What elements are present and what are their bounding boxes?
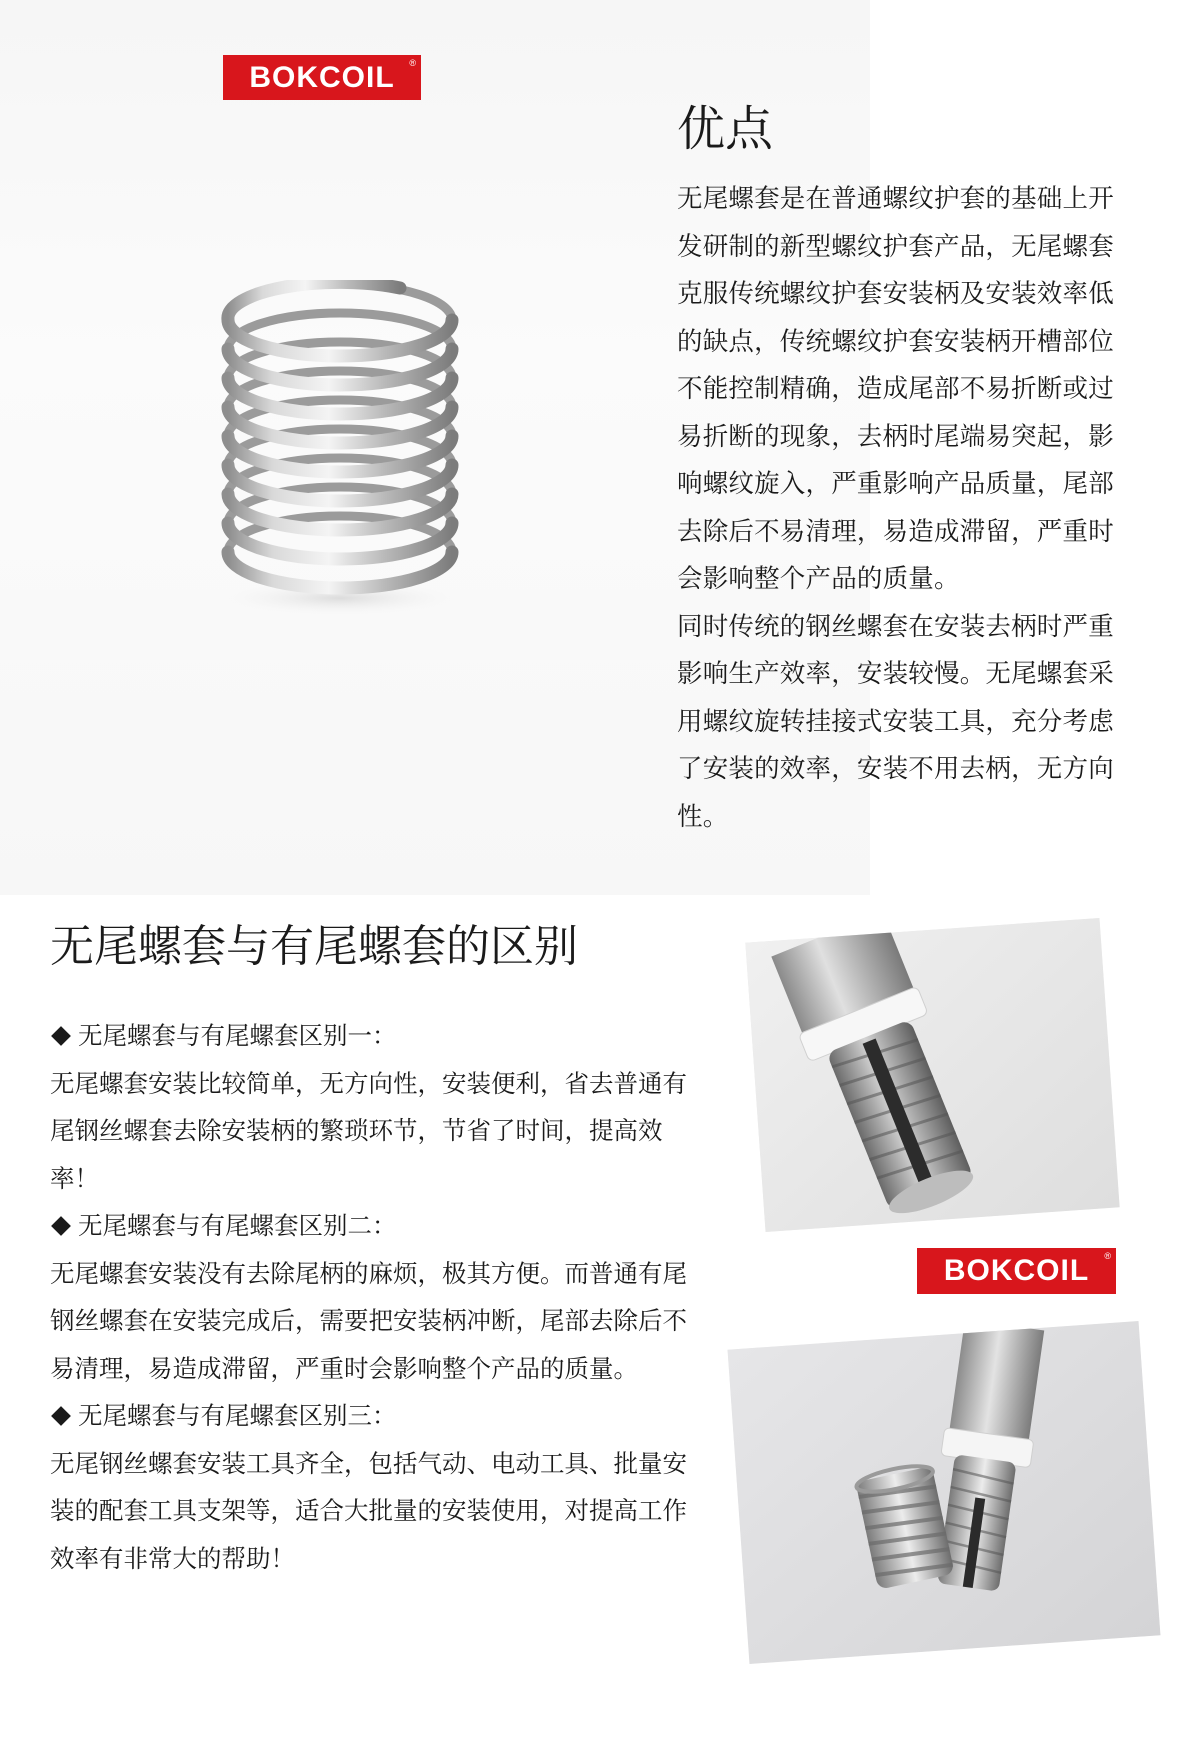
difference-heading-1 [50, 1012, 705, 1060]
difference-text-2: 无尾螺套安装没有去除尾柄的麻烦，极其方便。而普通有尾钢丝螺套在安装完成后，需要把安装柄冲断，尾部去除后不易清理，易造成滞留，严重时会影响整个产品的质量。 [50, 1258, 687, 1383]
differences-title: 无尾螺套与有尾螺套的区别 [50, 921, 578, 972]
difference-text-1: 无尾螺套安装比较简单，无方向性，安装便利，省去普通有尾钢丝螺套去除安装柄的繁琐环节，节省了时间，提高效率！ [50, 1068, 687, 1193]
coil-insert-image [190, 280, 480, 620]
advantages-body [677, 176, 1137, 841]
diamond-bullet-icon [51, 1406, 71, 1426]
diamond-bullet-icon [51, 1026, 71, 1046]
registered-mark: ® [1104, 1251, 1112, 1261]
differences-body [50, 1012, 705, 1582]
advantages-paragraph-2: 同时传统的钢丝螺套在安装去柄时严重影响生产效率，安装较慢。无尾螺套采用螺纹旋转挂接式安装工具，充分考虑了安装的效率，安装不用去柄，无方向性。 [677, 611, 1114, 832]
difference-heading-text: 无尾螺套与有尾螺套区别二： [78, 1211, 397, 1240]
logo-text: BOKCOIL [943, 1254, 1090, 1287]
logo-text: BOKCOIL [249, 60, 395, 94]
difference-text-3: 无尾钢丝螺套安装工具齐全，包括气动、电动工具、批量安装的配套工具支架等，适合大批量的安装使用，对提高工作效率有非常大的帮助！ [50, 1448, 687, 1573]
brand-logo [223, 55, 421, 100]
difference-heading-text: 无尾螺套与有尾螺套区别一： [78, 1021, 397, 1050]
brand-logo [917, 1248, 1116, 1294]
installation-tool-photo [745, 918, 1119, 1232]
registered-mark: ® [409, 58, 417, 68]
difference-heading-3 [50, 1392, 705, 1440]
difference-heading-text: 无尾螺套与有尾螺套区别三： [78, 1401, 397, 1430]
advantages-paragraph-1: 无尾螺套是在普通螺纹护套的基础上开发研制的新型螺纹护套产品，无尾螺套克服传统螺纹护套安装柄及安装效率低的缺点，传统螺纹护套安装柄开槽部位不能控制精确，造成尾部不易折断或过易折断的现象，去柄时尾端易突起，影响螺纹旋入，严重影响产品质量，尾部去除后不易清理，易造成滞留，严重时会影响整个产品的质量。 [677, 184, 1114, 594]
tool-with-insert-photo [728, 1321, 1161, 1664]
advantages-title: 优点 [677, 101, 774, 157]
diamond-bullet-icon [51, 1216, 71, 1236]
difference-heading-2 [50, 1202, 705, 1250]
